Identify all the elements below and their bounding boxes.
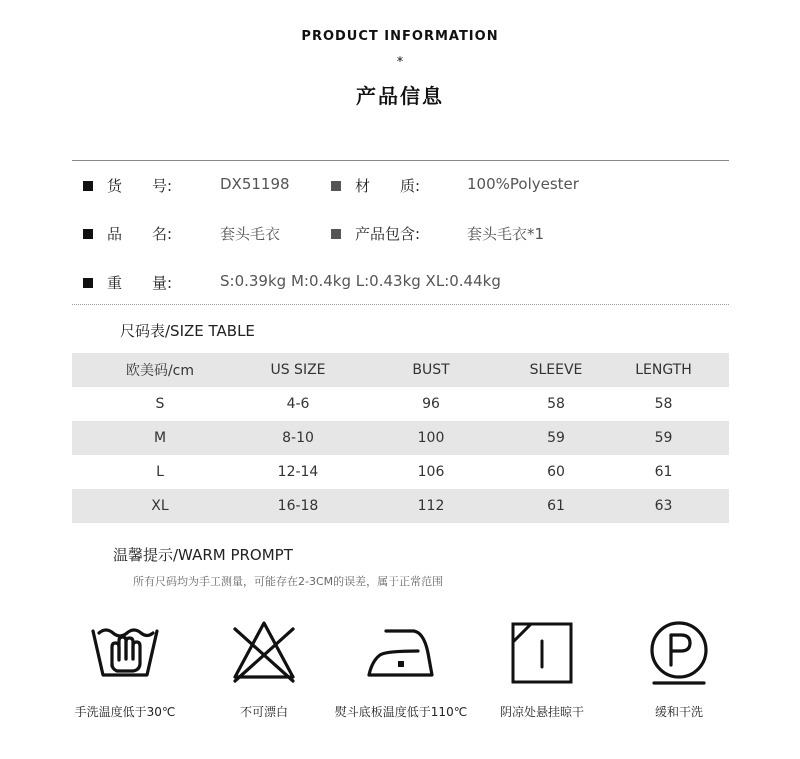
iron-caption: 熨斗底板温度低于110℃ — [334, 705, 468, 719]
no-bleach-icon — [229, 617, 299, 687]
size-table-header-cell: US SIZE — [248, 353, 348, 387]
size-table-header-row — [72, 353, 729, 387]
table-cell: 96 — [422, 396, 440, 412]
table-row — [72, 489, 729, 523]
table-cell: 100 — [348, 421, 514, 455]
package-contents-label: 产品包含: — [355, 225, 421, 243]
warm-prompt-title: 温馨提示/WARM PROMPT — [113, 546, 293, 564]
dry-clean-caption: 缓和干洗 — [654, 705, 703, 719]
size-table — [72, 353, 729, 523]
table-cell: 8-10 — [248, 421, 348, 455]
table-cell: XL — [72, 489, 248, 523]
dotted-divider — [72, 304, 729, 305]
table-cell: 60 — [547, 464, 565, 480]
heading-separator: * — [396, 55, 404, 70]
table-cell: 58 — [547, 396, 565, 412]
table-cell: 4-6 — [286, 396, 310, 412]
hand-wash-icon — [90, 617, 160, 687]
table-row — [72, 455, 729, 489]
table-cell: 63 — [598, 489, 729, 523]
no-bleach-caption: 不可漂白 — [239, 705, 288, 719]
material-value: 100%Polyester — [467, 175, 579, 193]
line-dry-shade-icon — [507, 617, 577, 687]
table-cell: 61 — [514, 489, 598, 523]
table-row — [72, 421, 729, 455]
bullet-square — [83, 229, 93, 239]
item-number-value: DX51198 — [220, 175, 290, 193]
line-dry-shade-caption: 阴凉处悬挂晾干 — [499, 705, 584, 719]
table-cell: 12-14 — [277, 464, 319, 480]
dry-clean-icon — [644, 617, 714, 687]
size-table-header-cell: BUST — [348, 353, 514, 387]
iron-icon — [366, 617, 436, 687]
table-cell: 59 — [514, 421, 598, 455]
material-label: 材 质: — [355, 177, 421, 195]
bullet-square — [83, 181, 93, 191]
table-cell: 58 — [654, 396, 673, 412]
product-information-heading: PRODUCT INFORMATION — [301, 29, 499, 44]
size-table-header-cell: LENGTH — [598, 353, 729, 387]
hand-wash-caption: 手洗温度低于30℃ — [74, 705, 176, 719]
bullet-square — [331, 181, 341, 191]
top-divider — [72, 160, 729, 161]
package-contents-value: 套头毛衣*1 — [467, 225, 545, 243]
table-cell: 59 — [598, 421, 729, 455]
table-cell: 112 — [348, 489, 514, 523]
table-cell: S — [155, 396, 165, 412]
table-row — [72, 387, 729, 421]
item-number-label: 货 号: — [107, 177, 173, 195]
table-cell: 61 — [654, 464, 673, 480]
table-cell: 106 — [417, 464, 445, 480]
weight-label: 重 量: — [107, 274, 173, 292]
product-name-value: 套头毛衣 — [220, 225, 281, 243]
table-cell: M — [72, 421, 248, 455]
table-cell: L — [156, 464, 164, 480]
weight-value: S:0.39kg M:0.4kg L:0.43kg XL:0.44kg — [220, 272, 501, 290]
product-information-cn-title: 产品信息 — [356, 84, 444, 108]
bullet-square — [331, 229, 341, 239]
size-table-header-cell: SLEEVE — [514, 353, 598, 387]
bullet-square — [83, 278, 93, 288]
product-name-label: 品 名: — [107, 225, 173, 243]
table-cell: 16-18 — [248, 489, 348, 523]
size-table-title: 尺码表/SIZE TABLE — [120, 322, 255, 340]
warm-prompt-note: 所有尺码均为手工测量，可能存在2-3CM的误差，属于正常范围 — [133, 575, 444, 588]
size-table-header-cell: 欧美码/cm — [72, 353, 248, 387]
